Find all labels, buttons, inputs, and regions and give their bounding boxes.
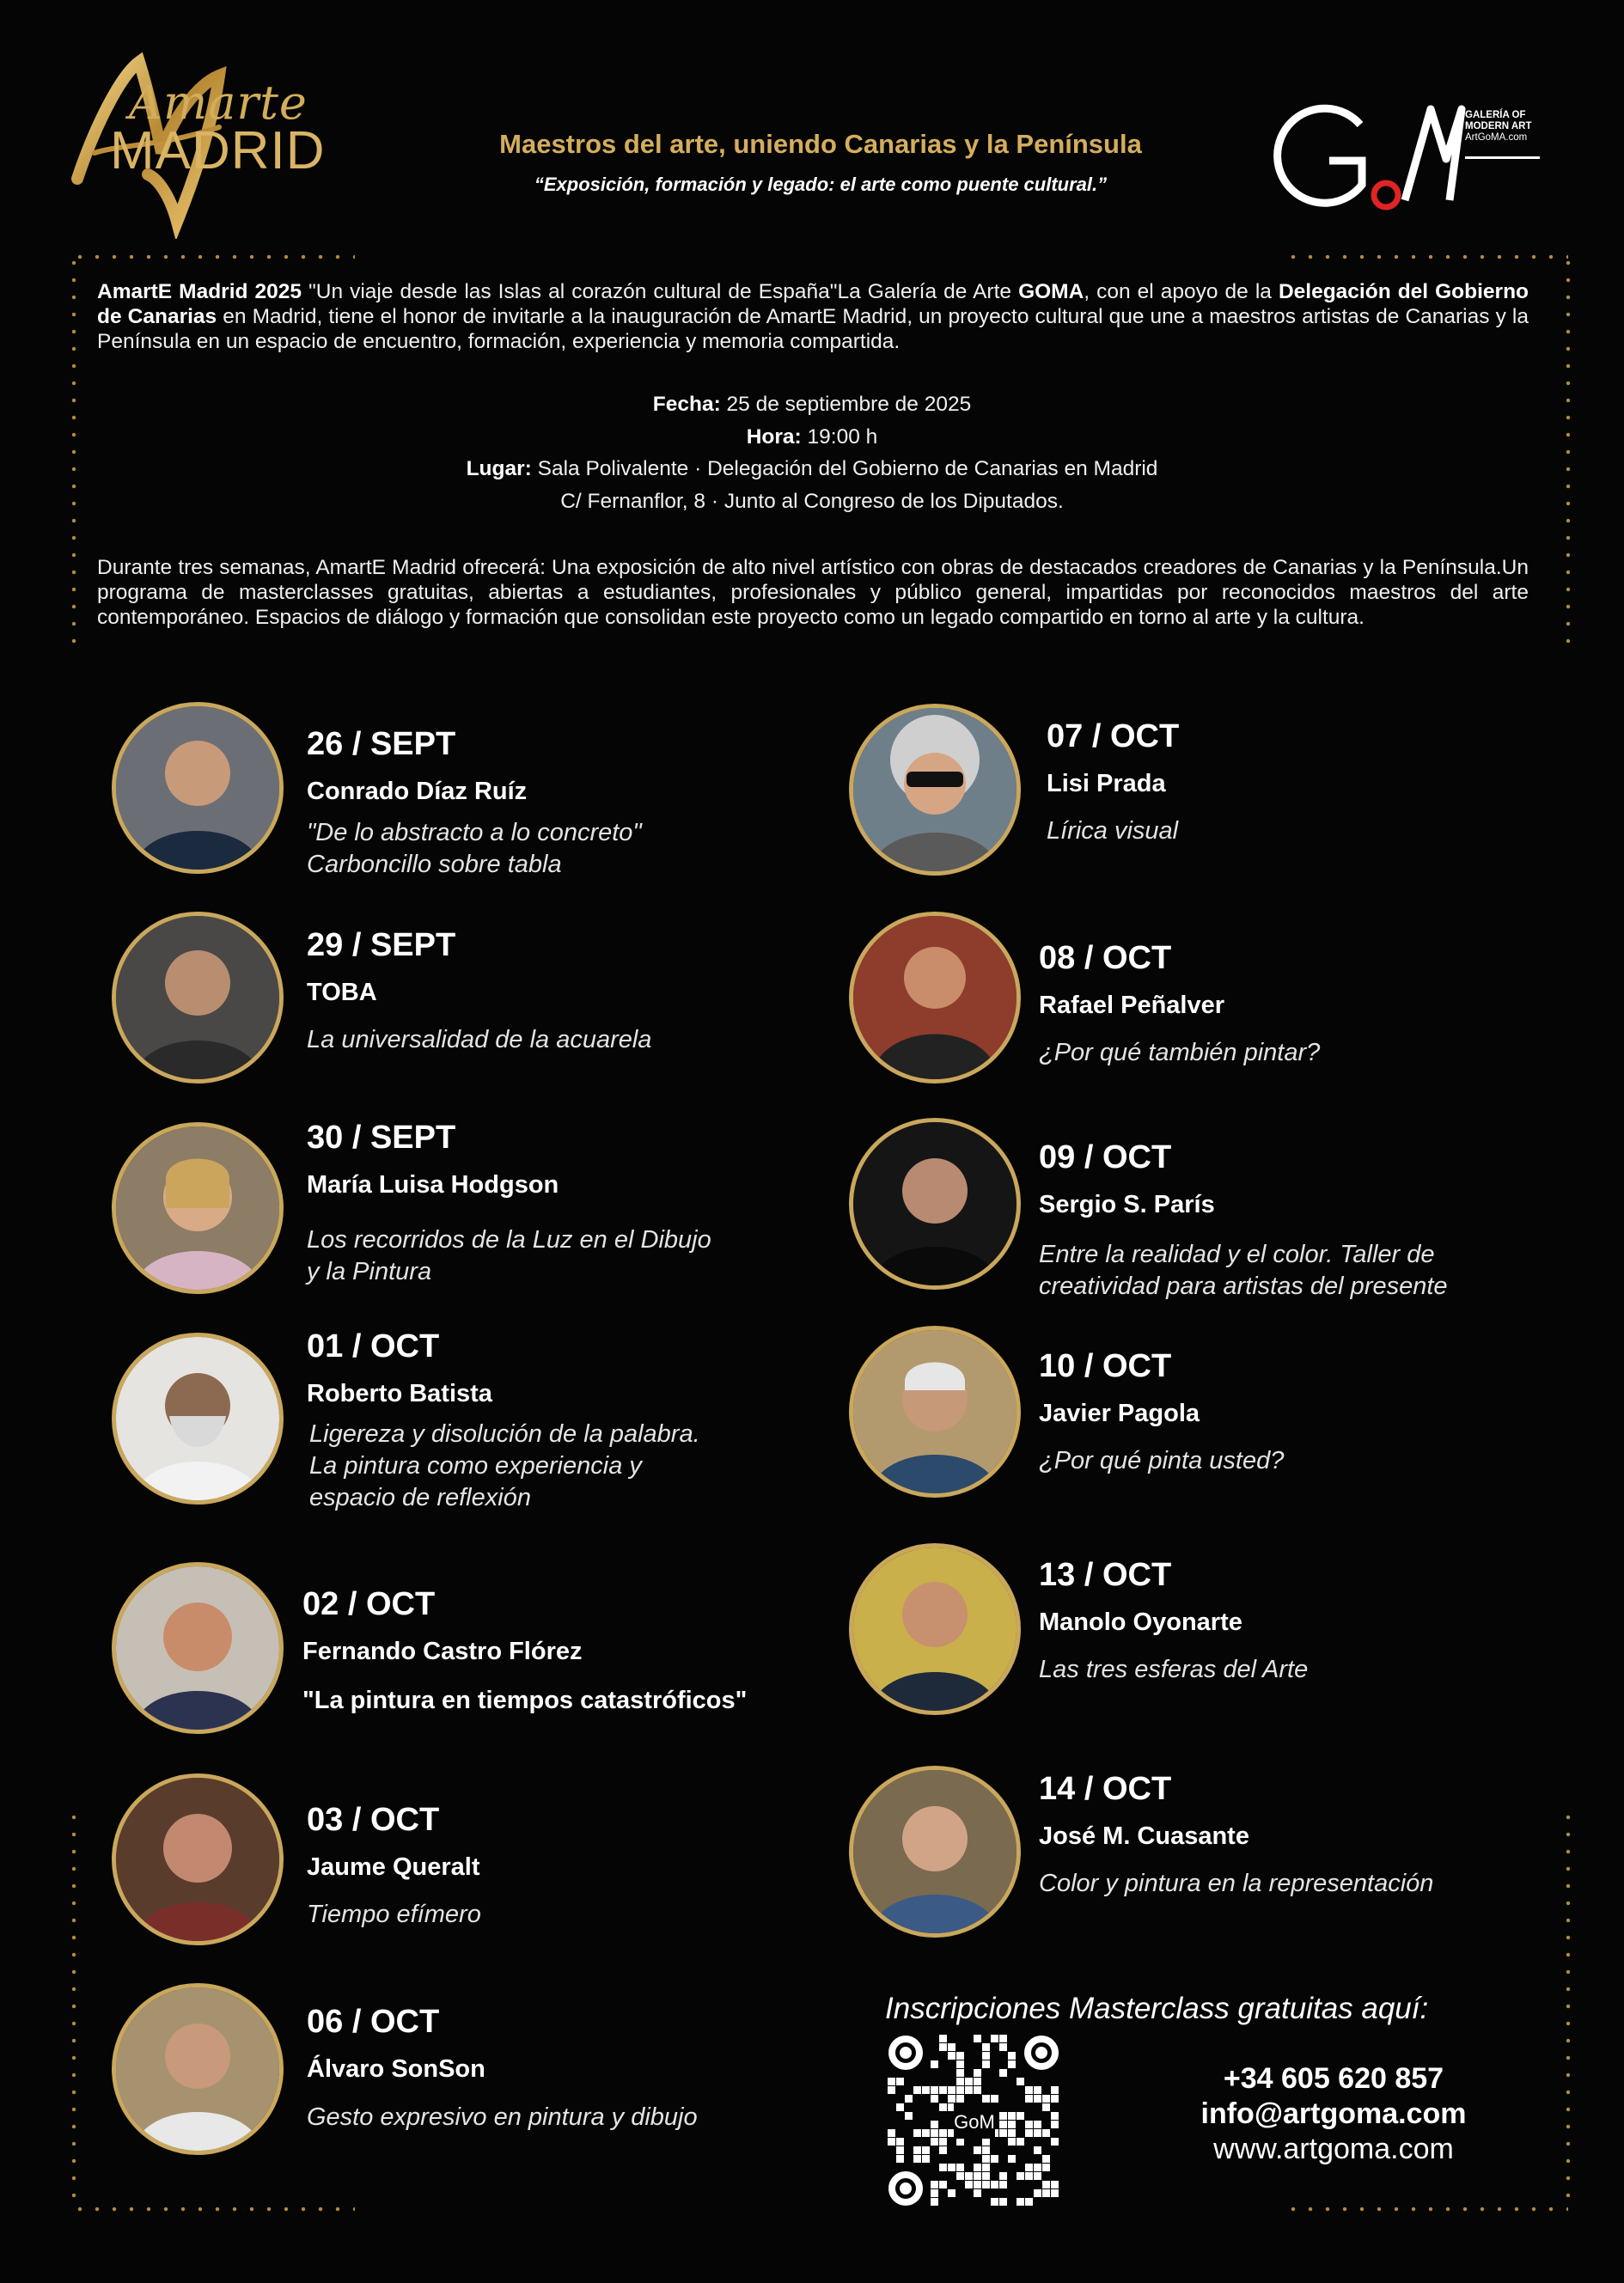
avatar [849, 1326, 1021, 1498]
session-topic-line-1: Gesto expresivo en pintura y dibujo [307, 2103, 698, 2131]
artist-name: Álvaro SonSon [307, 2055, 485, 2083]
session-card [112, 912, 816, 1101]
dotted-border-left-top [71, 254, 76, 650]
session-topic-line-1: Las tres esferas del Arte [1039, 1656, 1309, 1683]
portrait-image [116, 916, 279, 1079]
artist-name: María Luisa Hodgson [307, 1171, 559, 1199]
dotted-border-top-right [1285, 254, 1568, 259]
portrait-image [853, 1547, 1017, 1711]
logo-madrid-text: MADRID [110, 121, 326, 180]
session-card [112, 1122, 816, 1311]
session-topic-line-1: Lírica visual [1047, 817, 1179, 845]
session-card [849, 1326, 1554, 1515]
inscriptions-heading: Inscripciones Masterclass gratuitas aquí: [885, 1992, 1429, 2025]
portrait-image [116, 1566, 279, 1730]
session-topic-line-2: La pintura como experiencia y [309, 1452, 642, 1480]
logo-amarte-text: Amarte [129, 76, 308, 130]
session-card [112, 1562, 816, 1751]
session-date: 02 / OCT [302, 1586, 436, 1622]
session-date: 03 / OCT [307, 1802, 440, 1838]
session-topic-line-1: ¿Por qué pinta usted? [1039, 1447, 1285, 1474]
session-card [112, 1983, 816, 2172]
portrait-image [116, 706, 279, 870]
session-card [849, 704, 1554, 893]
artist-name: Manolo Oyonarte [1039, 1608, 1242, 1636]
avatar [849, 1118, 1021, 1290]
artist-name: Conrado Díaz Ruíz [307, 778, 528, 805]
contact-email[interactable]: info@artgoma.com [1200, 2097, 1467, 2130]
session-topic-line-1: Ligereza y disolución de la palabra. [309, 1420, 700, 1448]
session-topic-line-1: Los recorridos de la Luz en el Dibujo [307, 1226, 711, 1254]
artist-name: Jaume Queralt [307, 1853, 480, 1881]
session-topic-line-2: Carboncillo sobre tabla [307, 851, 562, 878]
artist-name: Roberto Batista [307, 1380, 492, 1407]
session-date: 30 / SEPT [307, 1120, 456, 1156]
session-topic-line-2: y la Pintura [307, 1258, 432, 1285]
intro-bold-goma: GOMA [1018, 280, 1084, 303]
portrait-image [116, 1126, 279, 1290]
portrait-image [853, 916, 1017, 1079]
headline: Maestros del arte, uniendo Canarias y la Península [499, 129, 1142, 159]
dotted-border-bottom-left [71, 2207, 355, 2212]
artist-name: Javier Pagola [1039, 1400, 1200, 1427]
session-topic-line-1: ¿Por qué también pintar? [1039, 1039, 1321, 1066]
session-card [112, 1773, 816, 1963]
avatar [849, 912, 1021, 1084]
session-topic-line-1: Tiempo efímero [307, 1901, 481, 1928]
event-time-label: Hora: [746, 425, 802, 449]
artist-name: Sergio S. París [1039, 1191, 1215, 1218]
session-card [112, 1328, 816, 1522]
session-card [849, 1543, 1554, 1732]
avatar [112, 1333, 284, 1505]
portrait-image [853, 1770, 1017, 1933]
session-date: 13 / OCT [1039, 1557, 1172, 1593]
avatar [849, 704, 1021, 876]
avatar [849, 1766, 1021, 1938]
goma-tag-line-2: MODERN ART [1465, 121, 1532, 131]
avatar [112, 1562, 284, 1734]
description-paragraph: Durante tres semanas, AmartE Madrid ofrecerá: Una exposición de alto nivel artístico con obras de destacados creadores de Canarias y la Península.Un programa de masterclasses gratuitas, abiertas a estudiantes, profesionales y público general, impartidas por reconocidos maestros del arte contemporáneo. Espacios de diálogo y formación que consolidan este proyecto como un legado compartido en torno al arte y la cultura. [97, 556, 1529, 629]
intro-text-c: en Madrid, tiene el honor de invitarle a la inauguración de AmartE Madrid, un proyecto cultural que une a maestros artistas de Canarias y la Península en un espacio de encuentro, formación, experiencia y memoria compartida. [97, 305, 1529, 353]
event-place-label: Lugar: [466, 457, 532, 480]
avatar [112, 702, 284, 874]
event-date-label: Fecha: [652, 393, 721, 416]
qr-code-icon[interactable] [885, 2032, 1062, 2209]
qr-logo-text: GoM [954, 2111, 995, 2133]
session-topic-line-1: "La pintura en tiempos catastróficos" [302, 1687, 748, 1714]
portrait-image [853, 1330, 1017, 1493]
session-date: 08 / OCT [1039, 940, 1172, 976]
dotted-border-bottom-right [1285, 2207, 1568, 2212]
portrait-image [116, 1987, 279, 2151]
dotted-border-right-bottom [1566, 1809, 1571, 2211]
event-place [258, 457, 1366, 481]
session-date: 10 / OCT [1039, 1348, 1172, 1384]
session-topic-line-1: La universalidad de la acuarela [307, 1026, 652, 1053]
intro-paragraph [97, 279, 1529, 354]
artist-name: José M. Cuasante [1039, 1822, 1249, 1850]
event-date-value: 25 de septiembre de 2025 [720, 393, 972, 416]
avatar [849, 1543, 1021, 1715]
session-topic-line-2: creatividad para artistas del presente [1039, 1273, 1448, 1300]
artist-name: Rafael Peñalver [1039, 992, 1225, 1019]
contact-phone[interactable]: +34 605 620 857 [1223, 2062, 1444, 2095]
portrait-image [853, 1122, 1017, 1285]
intro-bold-title: AmartE Madrid 2025 [97, 280, 302, 303]
session-topic-line-3: espacio de reflexión [309, 1484, 531, 1511]
event-time [258, 425, 1366, 449]
intro-text-b: , con el apoyo de la [1084, 280, 1279, 303]
intro-bold-delegacion: Delegación del Gobierno de Canarias [97, 280, 1529, 328]
portrait-image [853, 708, 1017, 871]
session-date: 06 / OCT [307, 2004, 440, 2040]
session-date: 14 / OCT [1039, 1771, 1172, 1807]
session-topic-line-1: Entre la realidad y el color. Taller de [1039, 1241, 1435, 1268]
avatar [112, 1122, 284, 1294]
event-address: C/ Fernanflor, 8 · Junto al Congreso de los Diputados. [560, 490, 1064, 513]
session-card [849, 1766, 1554, 1955]
event-time-value: 19:00 h [801, 425, 878, 449]
avatar [112, 1983, 284, 2155]
session-topic-line-1: Color y pintura en la representación [1039, 1870, 1434, 1897]
intro-text-a: "Un viaje desde las Islas al corazón cultural de España"La Galería de Arte [302, 280, 1019, 303]
artist-name: TOBA [307, 979, 377, 1006]
subheadline: “Exposición, formación y legado: el arte como puente cultural.” [534, 174, 1108, 195]
event-place-value: Sala Polivalente · Delegación del Gobierno de Canarias en Madrid [531, 457, 1158, 480]
avatar [112, 912, 284, 1084]
dotted-border-left-bottom [71, 1809, 76, 2211]
session-topic-line-1: "De lo abstracto a lo concreto" [307, 819, 642, 846]
goma-tagline [1465, 110, 1532, 143]
goma-tag-line-1: GALERÍA OF [1465, 110, 1526, 120]
portrait-image [116, 1778, 279, 1941]
dotted-border-right-top [1566, 254, 1571, 650]
event-date [258, 393, 1366, 417]
session-date: 09 / OCT [1039, 1139, 1172, 1175]
goma-divider [1465, 156, 1540, 159]
goma-tag-site: ArtGoMA.com [1465, 132, 1528, 143]
contact-website[interactable]: www.artgoma.com [1213, 2133, 1454, 2165]
artist-name: Lisi Prada [1047, 770, 1166, 797]
session-card [849, 1118, 1554, 1307]
qr-code[interactable] [885, 2032, 1062, 2209]
session-card [112, 702, 816, 891]
session-date: 29 / SEPT [307, 927, 456, 963]
session-date: 01 / OCT [307, 1328, 440, 1364]
session-card [849, 912, 1554, 1101]
session-date: 07 / OCT [1047, 718, 1180, 754]
artist-name: Fernando Castro Flórez [302, 1638, 583, 1665]
portrait-image [116, 1337, 279, 1500]
avatar [112, 1773, 284, 1945]
dotted-border-top-left [71, 254, 355, 259]
session-date: 26 / SEPT [307, 726, 456, 762]
